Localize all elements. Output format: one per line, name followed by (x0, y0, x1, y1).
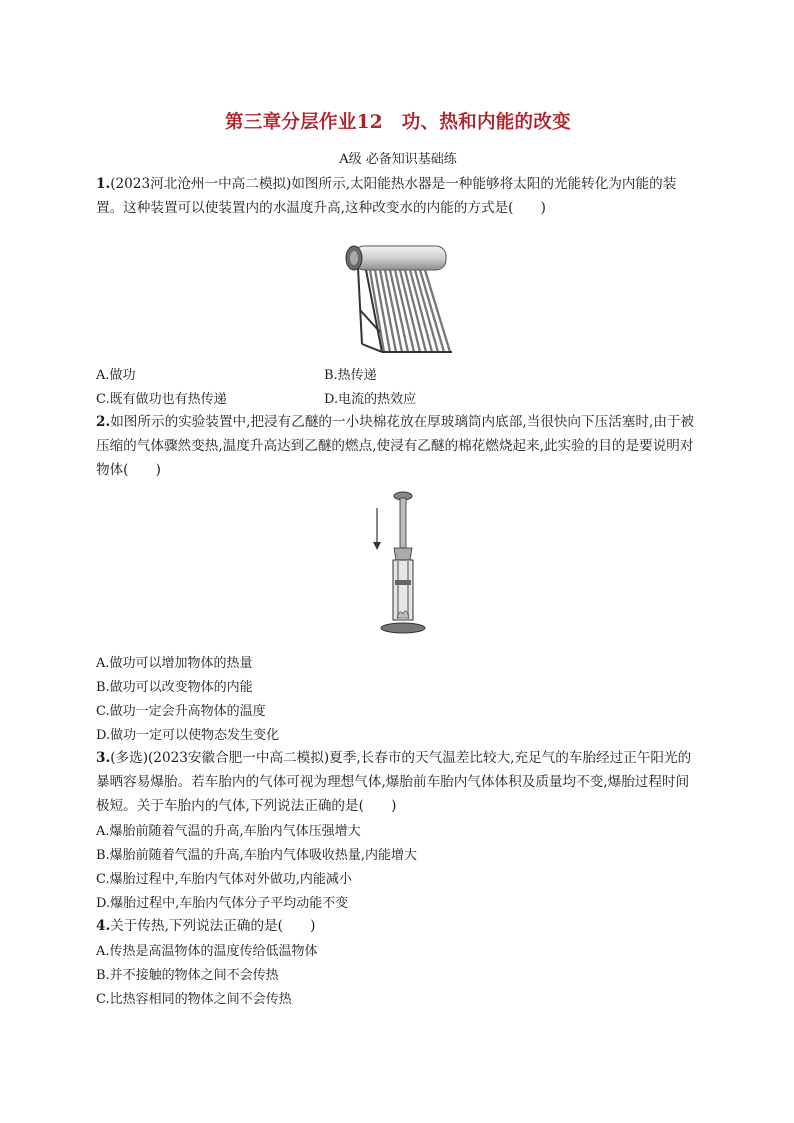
question-3 (96, 746, 700, 818)
question-4 (96, 914, 700, 938)
question-number: 1. (96, 176, 111, 192)
q3-option-d: D.爆胎过程中,车胎内气体分子平均动能不变 (96, 896, 349, 911)
piston-cylinder-figure (370, 488, 430, 638)
question-2 (96, 410, 700, 482)
q2-option-c: C.做功一定会升高物体的温度 (96, 704, 266, 719)
q3-option-b: B.爆胎前随着气温的升高,车胎内气体吸收热量,内能增大 (96, 848, 417, 863)
q2-option-d: D.做功一定可以使物态发生变化 (96, 728, 280, 743)
q4-option-b: B.并不接触的物体之间不会传热 (96, 968, 279, 983)
question-number: 4. (96, 918, 111, 934)
q4-option-a: A.传热是高温物体的温度传给低温物体 (96, 944, 318, 959)
solar-water-heater-figure (340, 240, 460, 358)
page-title: 第三章分层作业12 功、热和内能的改变 (225, 112, 571, 133)
question-text: 如图所示的实验装置中,把浸有乙醚的一小块棉花放在厚玻璃筒内底部,当很快向下压活塞时,由于被压缩的气体骤然变热,温度升高达到乙醚的燃点,使浸有乙醚的棉花燃烧起来,此实验的目的是要说明对物体( ) (96, 414, 695, 478)
q1-option-b: B.热传递 (324, 368, 377, 383)
question-text: 关于传热,下列说法正确的是( ) (110, 918, 316, 934)
q2-option-b: B.做功可以改变物体的内能 (96, 680, 253, 695)
q1-option-a: A.做功 (96, 368, 136, 383)
question-number: 2. (96, 414, 111, 430)
section-heading: A级 必备知识基础练 (339, 152, 457, 167)
q3-option-a: A.爆胎前随着气温的升高,车胎内气体压强增大 (96, 824, 361, 839)
q4-option-c: C.比热容相同的物体之间不会传热 (96, 992, 292, 1007)
q1-option-c: C.既有做功也有热传递 (96, 392, 227, 407)
question-1 (96, 172, 700, 220)
q3-option-c: C.爆胎过程中,车胎内气体对外做功,内能减小 (96, 872, 352, 887)
q1-option-d: D.电流的热效应 (324, 392, 417, 407)
question-text: (多选)(2023安徽合肥一中高二模拟)夏季,长春市的天气温差比较大,充足气的车胎经过正午阳光的暴晒容易爆胎。若车胎内的气体可视为理想气体,爆胎前车胎内气体体积及质量均不变,爆胎过程时间极短。关于车胎内的气体,下列说法正确的是( ) (96, 750, 692, 814)
question-number: 3. (96, 750, 111, 766)
q2-option-a: A.做功可以增加物体的热量 (96, 656, 253, 671)
question-text: (2023河北沧州一中高二模拟)如图所示,太阳能热水器是一种能够将太阳的光能转化为内能的装置。这种装置可以使装置内的水温度升高,这种改变水的内能的方式是( ) (96, 176, 677, 216)
